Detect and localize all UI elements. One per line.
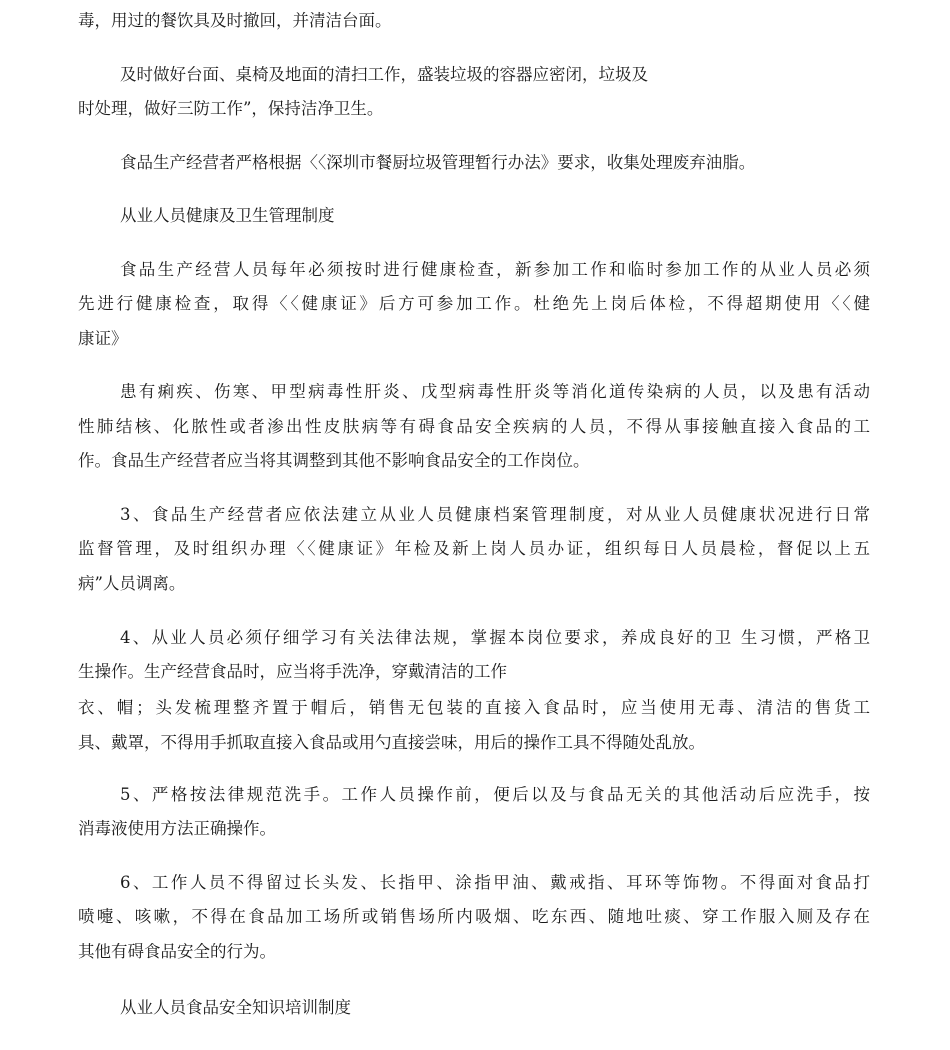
text-line: 先进行健康检查，取得〈〈健康证》后方可参加工作。杜绝先上岗后体检，不得超期使用〈〈健 bbox=[78, 294, 870, 313]
text-line: 患有痢疾、伤寒、甲型病毒性肝炎、戊型病毒性肝炎等消化道传染病的人员，以及患有活动 bbox=[120, 382, 870, 401]
text-line: 衣、帽；头发梳理整齐置于帽后，销售无包装的直接入食品时，应当使用无毒、清洁的售货工 bbox=[78, 698, 870, 717]
text-line: 6、工作人员不得留过长头发、长指甲、涂指甲油、戴戒指、耳环等饰物。不得面对食品打 bbox=[120, 873, 870, 892]
text-line: 时处理，做好三防工作”，保持洁净卫生。 bbox=[78, 99, 384, 118]
text-line: 5、严格按法律规范洗手。工作人员操作前，便后以及与食品无关的其他活动后应洗手，按 bbox=[120, 785, 870, 804]
text-line: 康证》 bbox=[78, 329, 128, 348]
text-line: 食品生产经营人员每年必须按时进行健康检查，新参加工作和临时参加工作的从业人员必须 bbox=[120, 260, 870, 279]
text-line: 喷嚏、咳嗽，不得在食品加工场所或销售场所内吸烟、吃东西、随地吐痰、穿工作服入厕及存在 bbox=[78, 907, 870, 926]
text-line: 消毒液使用方法正确操作。 bbox=[78, 819, 276, 838]
text-line: 监督管理，及时组织办理〈〈健康证》年检及新上岗人员办证，组织每日人员晨检，督促以上五 bbox=[78, 539, 870, 558]
text-line: 食品生产经营者严格根据〈〈深圳市餐厨垃圾管理暂行办法》要求，收集处理废弃油脂。 bbox=[120, 153, 756, 172]
text-line: 及时做好台面、桌椅及地面的清扫工作，盛装垃圾的容器应密闭，垃圾及 bbox=[120, 65, 648, 84]
text-line: 具、戴罩，不得用手抓取直接入食品或用勺直接尝味，用后的操作工具不得随处乱放。 bbox=[78, 733, 705, 752]
text-line: 病”人员调离。 bbox=[78, 574, 186, 593]
section-heading: 从业人员健康及卫生管理制度 bbox=[120, 206, 335, 225]
text-line: 作。食品生产经营者应当将其调整到其他不影响食品安全的工作岗位。 bbox=[78, 451, 590, 470]
text-line: 毒，用过的餐饮具及时撤回，并清洁台面。 bbox=[78, 11, 392, 30]
text-line: 3、食品生产经营者应依法建立从业人员健康档案管理制度，对从业人员健康状况进行日常 bbox=[120, 505, 870, 524]
section-heading: 从业人员食品安全知识培训制度 bbox=[120, 998, 351, 1017]
text-line: 其他有碍食品安全的行为。 bbox=[78, 942, 276, 961]
text-line: 性肺结核、化脓性或者渗出性皮肤病等有碍食品安全疾病的人员，不得从事接触直接入食品的工 bbox=[78, 417, 870, 436]
text-line: 4、从业人员必须仔细学习有关法律法规，掌握本岗位要求，养成良好的卫 生习惯，严格卫 bbox=[120, 628, 870, 647]
text-line: 生操作。生产经营食品时，应当将手洗净，穿戴清洁的工作 bbox=[78, 662, 507, 681]
